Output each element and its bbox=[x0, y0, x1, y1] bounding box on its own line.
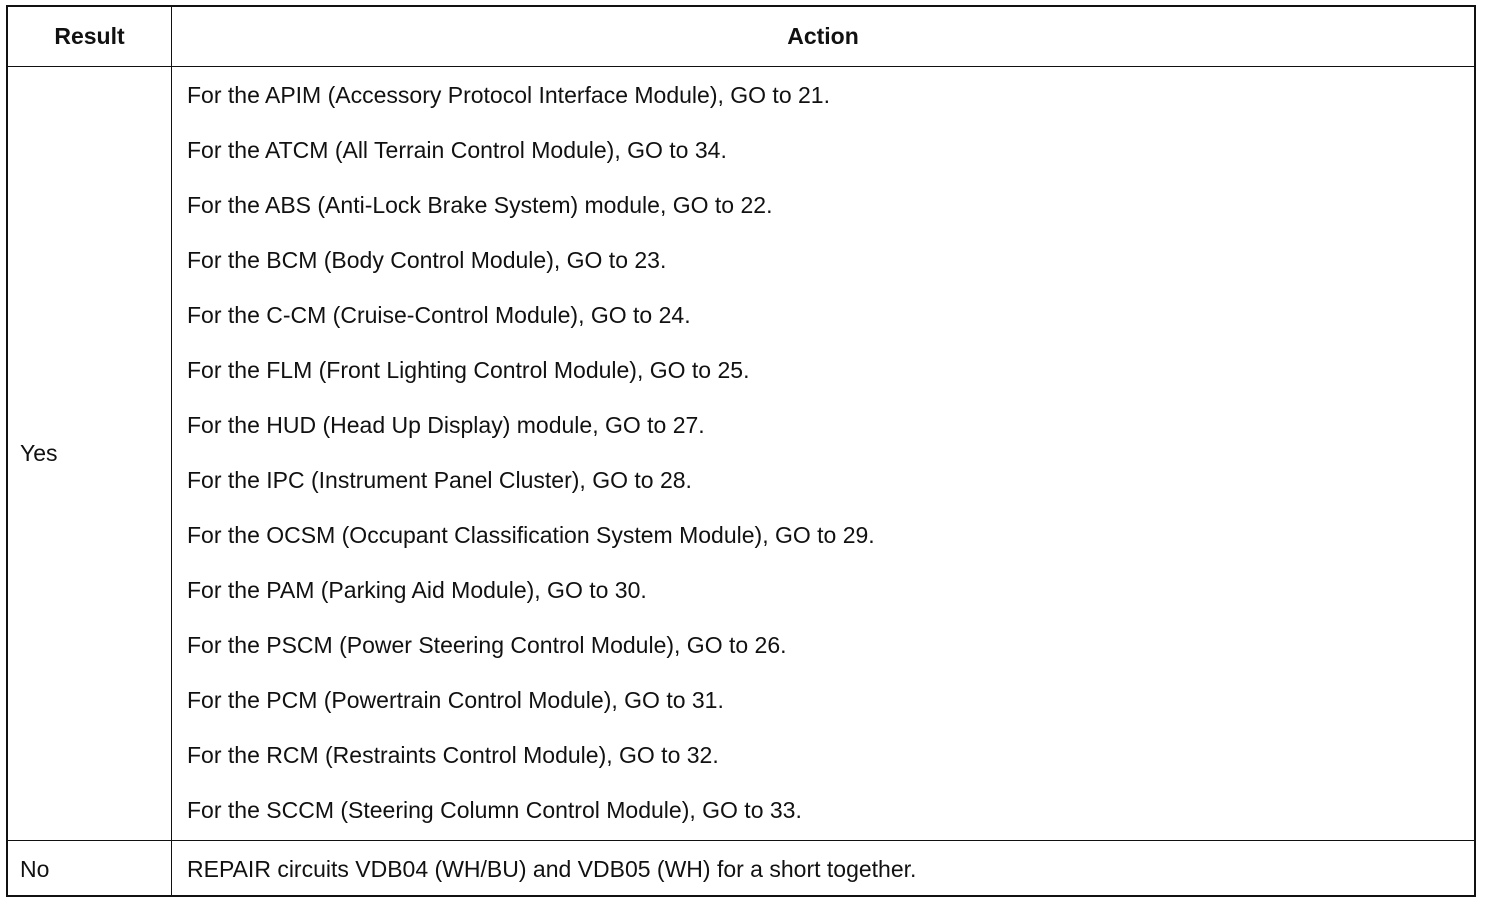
table-row-no bbox=[8, 841, 1474, 897]
action-repair: REPAIR circuits VDB04 (WH/BU) and VDB05 (WH) for a short together. bbox=[187, 855, 917, 882]
action-item-apim: For the APIM (Accessory Protocol Interface Module), GO to 21. bbox=[187, 82, 830, 108]
action-item-rcm: For the RCM (Restraints Control Module), GO to 32. bbox=[187, 742, 719, 768]
action-item-abs: For the ABS (Anti-Lock Brake System) module, GO to 22. bbox=[187, 192, 773, 218]
action-item-flm: For the FLM (Front Lighting Control Module), GO to 25. bbox=[187, 357, 750, 383]
header-result: Result bbox=[54, 23, 125, 49]
action-item-ipc: For the IPC (Instrument Panel Cluster), GO to 28. bbox=[187, 467, 692, 493]
table-header-row bbox=[8, 7, 1474, 67]
action-item-pcm: For the PCM (Powertrain Control Module), GO to 31. bbox=[187, 687, 724, 713]
action-item-ccm: For the C-CM (Cruise-Control Module), GO to 24. bbox=[187, 302, 691, 328]
result-action-table bbox=[6, 5, 1476, 897]
action-item-ocsm: For the OCSM (Occupant Classification System Module), GO to 29. bbox=[187, 522, 875, 548]
yes-action-list bbox=[187, 68, 875, 838]
result-no: No bbox=[20, 855, 50, 882]
action-item-sccm: For the SCCM (Steering Column Control Module), GO to 33. bbox=[187, 797, 802, 823]
action-item-hud: For the HUD (Head Up Display) module, GO to 27. bbox=[187, 412, 705, 438]
action-item-pscm: For the PSCM (Power Steering Control Module), GO to 26. bbox=[187, 632, 787, 658]
result-yes: Yes bbox=[20, 440, 58, 466]
action-item-pam: For the PAM (Parking Aid Module), GO to 30. bbox=[187, 577, 647, 603]
action-item-bcm: For the BCM (Body Control Module), GO to 23. bbox=[187, 247, 667, 273]
action-item-atcm: For the ATCM (All Terrain Control Module), GO to 34. bbox=[187, 137, 727, 163]
header-action: Action bbox=[787, 23, 859, 49]
